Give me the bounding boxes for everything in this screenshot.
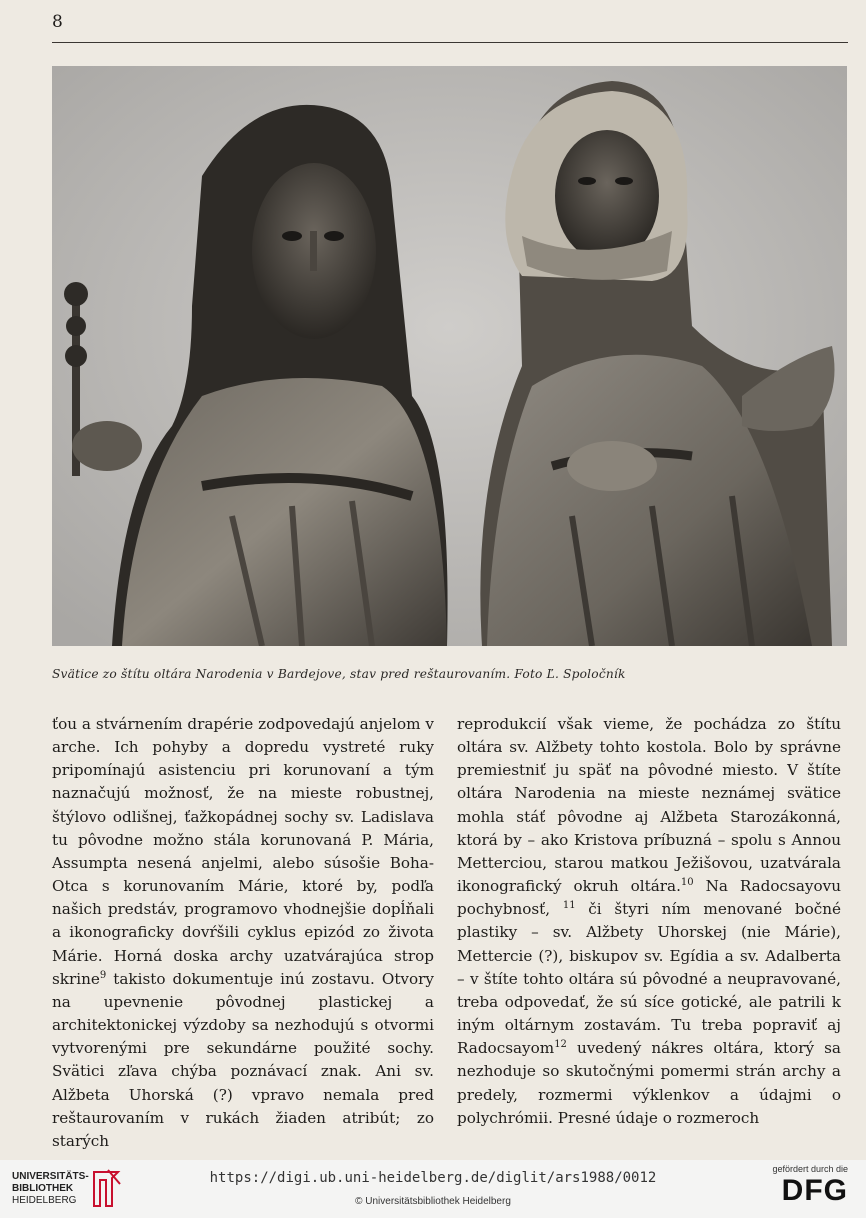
page-number: 8	[52, 12, 63, 32]
figure-caption: Svätice zo štítu oltára Narodenia v Bardejove, stav pred reštaurovaním. Foto Ľ. Spoločník	[52, 667, 626, 681]
dfg-logo[interactable]: DFG	[781, 1174, 848, 1207]
footer-copyright: © Universitätsbibliothek Heidelberg	[355, 1196, 511, 1207]
footnote-ref-11: 11	[562, 900, 576, 912]
right-text-part-2: Na Radocsayovu pochybnosť,	[457, 877, 841, 919]
photo-illustration	[52, 66, 847, 646]
footer-bar	[0, 1160, 866, 1218]
header-rule	[52, 42, 848, 43]
right-text-part-1: reprodukcií však vieme, že pochádza zo štítu oltára sv. Alžbety tohto kostola. Bolo by správne premiestniť ju späť na pôvodné miesto. V štíte oltára Narodenia na mieste neznámej svätice mohla stáť pôvodne aj Alžbeta Starozákonná, ktorá by – ako Kristova príbuzná – spolu s Annou Metterciou, starou matkou Ježišovou, uzatvárala ikonografický okruh oltára.	[457, 715, 841, 896]
right-text-part-4: uvedený nákres oltára, ktorý sa nezhoduje so skutočnými pomermi strán archy a predely, rozmermi výklenkov a údajmi o polychrómii. Presné údaje o rozmeroch	[457, 1039, 841, 1127]
funding-label: gefördert durch die	[772, 1164, 848, 1174]
left-text-part-1: ťou a stvárnením drapérie zodpovedajú anjelom v arche. Ich pohyby a dopredu vystreté ruky pripomínajú asistenciu pri korunovaní a tým naznačujú možnosť, že na mieste robustnej, štýlovo odlišnej, ťažkopádnej sochy sv. Ladislava tu pôvodne možno stála korunovaná P. Mária, Assumpta nesená anjelmi, alebo súsošie Boha-Otca s korunovaním Márie, ktoré by, podľa našich predstáv, programovo vhodnejšie dopĺňali a ikonograficky dovŕšili cyklus epizód zo života Márie. Horná doska archy uzatvárajúca strop skrine	[52, 715, 434, 988]
library-name-line3: HEIDELBERG	[12, 1195, 77, 1206]
left-text-part-2: takisto dokumentuje inú zostavu. Otvory na upevnenie pôvodnej plastickej a architektonickej výzdoby sa nezhodujú s otvormi vytvorenými pre sekundárne použité sochy. Svätici zľava chýba poznávací znak. Ani sv. Alžbeta Uhorská (?) vpravo nemala pred reštaurovaním v rukách žiaden atribút; zo starých	[52, 969, 434, 1150]
body-column-right	[457, 713, 841, 1130]
library-name-line2: BIBLIOTHEK	[12, 1183, 74, 1194]
body-column-left	[52, 713, 434, 1153]
footer-url-link[interactable]: https://digi.ub.uni-heidelberg.de/diglit/ars1988/0012	[209, 1170, 657, 1186]
footnote-ref-10: 10	[680, 877, 694, 889]
footnote-ref-9: 9	[99, 969, 107, 981]
footnote-ref-12: 12	[554, 1039, 567, 1051]
library-name-line1: UNIVERSITÄTS-	[12, 1171, 89, 1182]
photograph	[52, 66, 847, 646]
right-text-part-3: či štyri ním menované bočné plastiky – sv. Alžbety Uhorskej (nie Márie), Mettercie (?), biskupov sv. Egídia a sv. Adalberta – v štíte tohto oltára sú pôvodné a neupravované, treba odpovedať, že sú síce gotické, ale patrili k iným oltárnym zostavám. Tu treba popraviť aj Radocsayom	[457, 900, 841, 1058]
